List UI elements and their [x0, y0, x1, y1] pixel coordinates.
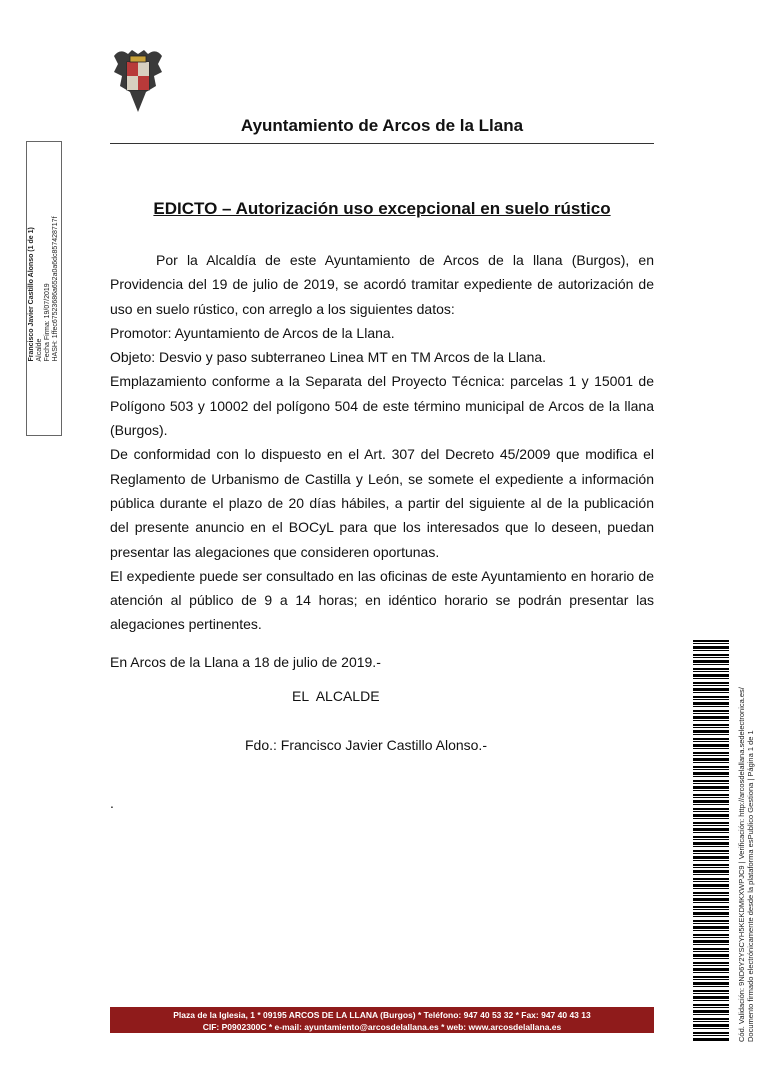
coat-of-arms-icon	[110, 46, 166, 114]
paragraph-conformidad: De conformidad con lo dispuesto en el Art. 307 del Decreto 45/2009 que modifica el Reglamento de Urbanismo de Castilla y León, se somete el expediente a información pública durante el plazo de 20 días hábiles, a partir del siguiente al de la publicación del presente anuncio en el BOCyL para que los interesados que lo deseen, puedan presentar las alegaciones que consideren oportunas.	[110, 446, 654, 560]
paragraph-intro: Por la Alcaldía de este Ayuntamiento de Arcos de la llana (Burgos), en Providencia del 19 de julio de 2019, se acordó tramitar expediente de autorización de uso en suelo rústico, con arreglo a los siguientes datos:	[110, 252, 654, 317]
signature-stamp	[26, 141, 62, 436]
signature-stamp-text	[28, 216, 60, 361]
document-body	[110, 248, 654, 637]
validation-text	[737, 687, 755, 1042]
paragraph-consulta: El expediente puede ser consultado en las oficinas de este Ayuntamiento en horario de atención al público de 9 a 14 horas; en idéntico horario se podrán presentar las alegaciones pertinentes.	[110, 567, 654, 633]
place-date: En Arcos de la Llana a 18 de julio de 2019.-	[110, 654, 381, 670]
paragraph-promotor: Promotor: Ayuntamiento de Arcos de la Llana.	[110, 324, 395, 341]
paragraph-emplazamiento: Emplazamiento conforme a la Separata del Proyecto Técnica: parcelas 1 y 15001 de Polígono 503 y 10002 del polígono 504 de este término municipal de Arcos de la llana (Burgos).	[110, 373, 654, 439]
footer-address: Plaza de la Iglesia, 1 * 09195 ARCOS DE LA LLANA (Burgos) * Teléfono: 947 40 53 32 * Fax: 947 40 43 13	[173, 1010, 591, 1020]
signer-name: Francisco Javier Castillo Alonso (1 de 1)	[28, 226, 35, 362]
validation-code: Cód. Validación: 9ND6Y2YSCYH5KEKDMKXWPJC9 | Verificación: http://arcosdelallana.sedelectronica.es/	[737, 687, 746, 1042]
signed-by: Fdo.: Francisco Javier Castillo Alonso.-	[245, 737, 487, 753]
footer-banner	[110, 1007, 654, 1033]
paragraph-objeto: Objeto: Desvio y paso subterraneo Linea MT en TM Arcos de la Llana.	[110, 349, 547, 366]
document-title: EDICTO – Autorización uso excepcional en suelo rústico	[153, 199, 611, 218]
signature-date: Fecha Firma: 19/07/2019	[44, 282, 51, 362]
organization-name: Ayuntamiento de Arcos de la Llana	[240, 116, 524, 135]
signature-title: EL ALCALDE	[292, 688, 380, 704]
trailing-mark: .	[110, 795, 114, 811]
header-divider	[110, 143, 654, 144]
validation-platform: Documento firmado electrónicamente desde la plataforma esPublico Gestiona | Página 1 de 1	[746, 730, 755, 1042]
signer-role: Alcalde	[36, 338, 43, 362]
signature-hash: HASH: 1ffec67523686a652a0a6dc857428717f	[52, 215, 59, 362]
barcode-icon	[693, 640, 729, 1042]
footer-contact: CIF: P0902300C * e-mail: ayuntamiento@arcosdelallana.es * web: www.arcosdelallana.es	[202, 1022, 562, 1032]
